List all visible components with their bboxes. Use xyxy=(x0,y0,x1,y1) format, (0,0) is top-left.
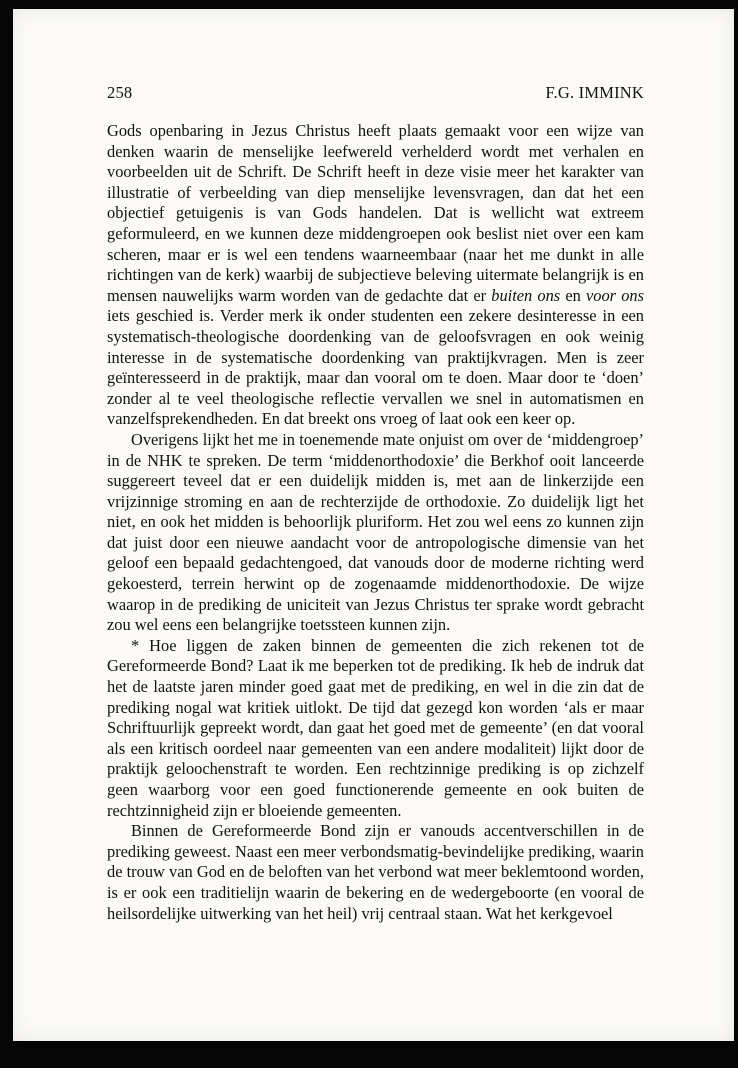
text-run: iets geschied is. Verder merk ik onder studenten een zekere desinteresse in een systematisch-theologische doordenking van de geloofsvragen en ook weinig interesse in de systematische doordenking van praktijkvragen. Men is zeer geïnteresseerd in de praktijk, maar dan vooral om te doen. Maar door te ‘doen’ zonder al te veel theologische reflectie vervallen we snel in automatismen en vanzelfsprekendheden. En dat breekt ons vroeg of laat ook een keer op. xyxy=(107,306,644,429)
running-head xyxy=(107,83,644,103)
paragraph-4: Binnen de Gereformeerde Bond zijn er vanouds accentverschillen in de prediking geweest. Naast een meer verbondsmatig-bevindelijke prediking, waarin de trouw van God en de beloften van het verbond wat meer beklemtoond worden, is er ook een traditielijn waarin de bekering en de wedergeboorte (en vooral de heilsordelijke uitwerking van het heil) vrij centraal staan. Wat het kerkgevoel xyxy=(107,821,644,923)
paragraph-1 xyxy=(107,121,644,430)
page-number: 258 xyxy=(107,83,133,102)
text-run: en xyxy=(560,285,586,305)
page xyxy=(13,9,734,1041)
italic-text-run: voor ons xyxy=(586,285,644,305)
paragraph-3: * Hoe liggen de zaken binnen de gemeenten die zich rekenen tot de Gereformeerde Bond? Laat ik me beperken tot de prediking. Ik heb de indruk dat het de laatste jaren minder goed gaat met de prediking, en wel in die zin dat de prediking nogal wat kritiek uitlokt. De tijd dat gezegd kon worden ‘als er maar Schriftuurlijk gepreekt wordt, dan gaat het goed met de gemeente’ (en dat vooral als een kritisch oordeel naar gemeenten van een andere modaliteit) lijkt door de praktijk geloochenstraft te worden. Een rechtzinnige prediking is op zichzelf geen waarborg voor een goed functionerende gemeente en ook buiten de rechtzinnigheid zijn er bloeiende gemeenten. xyxy=(107,635,644,820)
paragraph-2: Overigens lijkt het me in toenemende mate onjuist om over de ‘middengroep’ in de NHK te spreken. De term ‘middenorthodoxie’ die Berkhof ooit lanceerde suggereert teveel dat er een duidelijk midden is, met aan de linkerzijde een vrijzinnige stroming en aan de rechterzijde de orthodoxie. Zo duidelijk ligt het niet, en ook het midden is behoorlijk pluriform. Het zou wel eens zo kunnen zijn dat juist door een nieuwe aandacht voor de antropologische dimensie van het geloof een bepaald gedachtengoed, dat vanouds door de moderne richting werd gekoesterd, terrein herwint op de zogenaamde middenorthodoxie. De wijze waarop in de prediking de uniciteit van Jezus Christus ter sprake wordt gebracht zou wel eens een belangrijke toetssteen kunnen zijn. xyxy=(107,429,644,635)
running-head-author: F.G. IMMINK xyxy=(545,83,644,102)
text-run: Gods openbaring in Jezus Christus heeft plaats gemaakt voor een wijze van denken waarin de menselijke leefwereld verhelderd wordt met verhalen en voorbeelden uit de Schrift. De Schrift heeft in deze visie meer het karakter van illustratie of verbeelding van diep menselijke levensvragen, dan dat het een objectief getuigenis is van Gods handelen. Dat is wellicht wat extreem geformuleerd, en we kunnen deze middengroepen ook beslist niet over een kam scheren, maar er is wel een tendens waarneembaar (naar het me dunkt in alle richtingen van de kerk) waarbij de subjectieve beleving uitermate belangrijk is en mensen nauwelijks warm worden van de gedachte dat er xyxy=(107,121,644,305)
page-content xyxy=(107,83,644,924)
italic-text-run: buiten ons xyxy=(491,285,561,305)
body-text xyxy=(107,121,644,924)
